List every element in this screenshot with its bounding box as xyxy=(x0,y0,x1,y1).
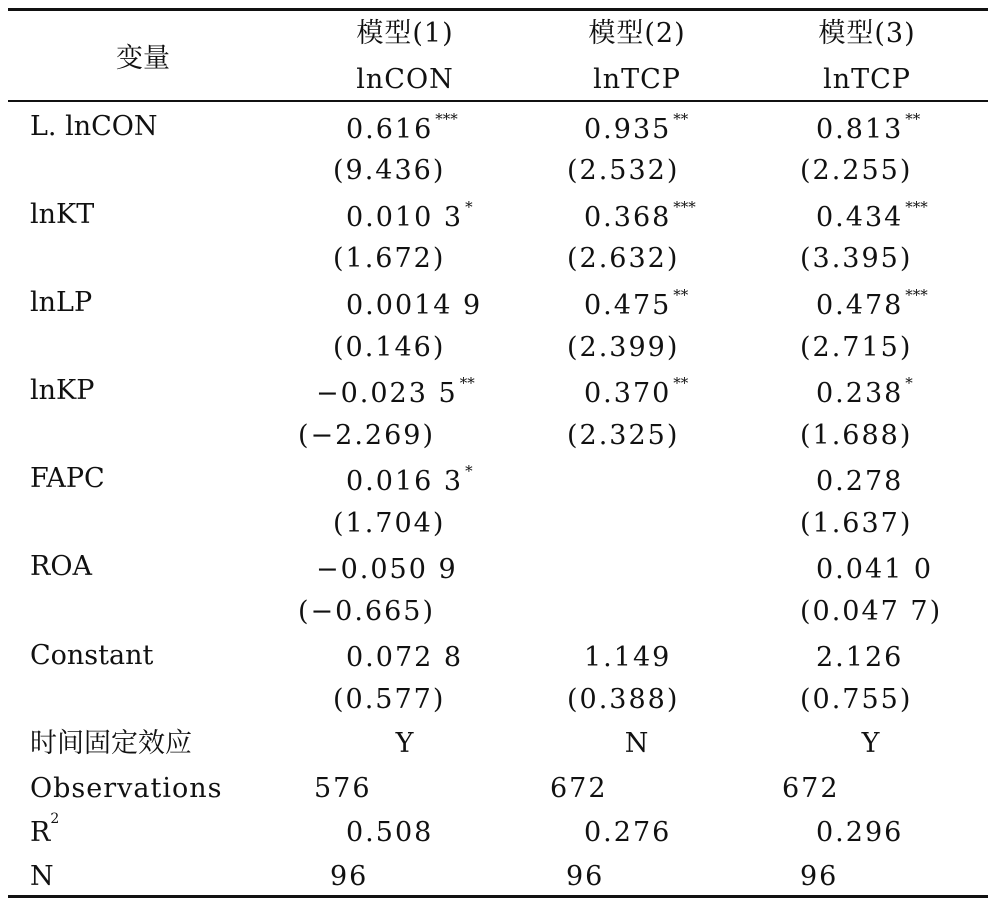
coef-value: 1.149 xyxy=(584,642,672,673)
r2-value: 0.508 xyxy=(346,817,434,848)
coef-cell xyxy=(816,374,913,409)
coef-cell xyxy=(346,462,473,497)
tstat-cell: (2.399) xyxy=(567,332,680,363)
tstat-cell: (2.255) xyxy=(800,155,913,186)
significance-stars: ** xyxy=(673,374,689,392)
coef-value: 2.126 xyxy=(816,642,904,673)
coef-value: −0.023 5 xyxy=(316,378,458,409)
tstat-cell: (3.395) xyxy=(800,243,913,274)
observations-label: Observations xyxy=(30,773,223,804)
coef-value: 0.016 3 xyxy=(346,466,464,497)
time-fe-value: Y xyxy=(395,728,415,759)
r2-label-base: R xyxy=(30,817,51,848)
time-fe-value: Y xyxy=(861,728,881,759)
tstat-cell: (0.577) xyxy=(333,684,446,715)
coef-value: 0.370 xyxy=(584,378,672,409)
coef-value: 0.278 xyxy=(816,466,904,497)
tstat-cell: (1.704) xyxy=(333,508,446,539)
tstat-cell: (0.047 7) xyxy=(800,596,943,627)
time-fe-label: 时间固定效应 xyxy=(30,728,192,759)
coef-cell xyxy=(346,644,463,671)
coef-cell xyxy=(316,556,458,583)
coef-value: 0.368 xyxy=(584,202,672,233)
coef-cell xyxy=(584,644,671,671)
coef-value: 0.616 xyxy=(346,114,434,145)
tstat-cell: (2.532) xyxy=(567,155,680,186)
tstat-cell: (9.436) xyxy=(333,155,446,186)
coef-cell xyxy=(584,286,689,321)
header-model-1-name: 模型(1) xyxy=(356,18,454,49)
coef-value: 0.072 8 xyxy=(346,642,464,673)
tstat-cell: (1.688) xyxy=(800,420,913,451)
tstat-cell: (−2.269) xyxy=(298,420,435,451)
tstat-cell: (1.672) xyxy=(333,243,446,274)
coef-cell xyxy=(584,198,696,233)
coef-value: 0.010 3 xyxy=(346,202,464,233)
header-model-3-depvar: lnTCP xyxy=(823,64,911,95)
coef-value: 0.935 xyxy=(584,114,672,145)
row-label: ROA xyxy=(30,551,92,582)
time-fe-value: N xyxy=(624,728,650,759)
coef-value: 0.041 0 xyxy=(816,554,934,585)
coef-cell xyxy=(584,110,689,145)
coef-cell xyxy=(816,644,903,671)
significance-stars: *** xyxy=(905,198,928,216)
r2-value: 0.276 xyxy=(584,817,672,848)
coef-cell xyxy=(816,286,928,321)
coef-value: 0.238 xyxy=(816,378,904,409)
significance-stars: *** xyxy=(673,198,696,216)
n-value: 96 xyxy=(330,861,369,892)
coef-cell xyxy=(816,198,928,233)
row-label: lnKT xyxy=(30,199,95,230)
coef-cell xyxy=(584,374,689,409)
n-value: 96 xyxy=(800,861,839,892)
table-top-rule xyxy=(8,8,988,11)
row-label: lnLP xyxy=(30,287,93,318)
tstat-cell: (2.632) xyxy=(567,243,680,274)
r2-label-exponent: 2 xyxy=(50,811,60,827)
coef-cell xyxy=(346,292,484,319)
significance-stars: ** xyxy=(905,110,921,128)
table-bottom-rule xyxy=(8,895,988,898)
coef-cell xyxy=(316,374,475,409)
significance-stars: *** xyxy=(435,110,458,128)
coef-cell xyxy=(816,556,933,583)
significance-stars: * xyxy=(465,462,473,480)
table-header-rule xyxy=(8,100,988,102)
row-label: lnKP xyxy=(30,375,95,406)
row-label: Constant xyxy=(30,640,154,671)
header-variable-label: 变量 xyxy=(116,43,170,74)
row-label: L. lnCON xyxy=(30,111,158,142)
significance-stars: ** xyxy=(673,286,689,304)
header-model-1-depvar: lnCON xyxy=(356,64,454,95)
coef-value: 0.434 xyxy=(816,202,904,233)
significance-stars: * xyxy=(905,374,913,392)
significance-stars: * xyxy=(465,198,473,216)
observations-value: 576 xyxy=(314,773,372,804)
header-model-3-name: 模型(3) xyxy=(818,18,916,49)
coef-value: 0.0014 9 xyxy=(346,290,483,321)
header-model-2-depvar: lnTCP xyxy=(593,64,681,95)
tstat-cell: (0.388) xyxy=(567,684,680,715)
r2-value: 0.296 xyxy=(816,817,904,848)
significance-stars: ** xyxy=(673,110,689,128)
n-value: 96 xyxy=(566,861,605,892)
coef-cell xyxy=(346,198,473,233)
r2-label xyxy=(30,811,60,848)
coef-value: 0.813 xyxy=(816,114,904,145)
row-label: FAPC xyxy=(30,463,105,494)
tstat-cell: (1.637) xyxy=(800,508,913,539)
tstat-cell: (2.325) xyxy=(567,420,680,451)
n-label: N xyxy=(30,861,54,892)
coef-value: 0.478 xyxy=(816,290,904,321)
tstat-cell: (0.146) xyxy=(333,332,446,363)
coef-cell xyxy=(816,110,921,145)
header-model-2-name: 模型(2) xyxy=(588,18,686,49)
coef-value: −0.050 9 xyxy=(316,554,458,585)
coef-value: 0.475 xyxy=(584,290,672,321)
observations-value: 672 xyxy=(782,773,840,804)
significance-stars: ** xyxy=(459,374,475,392)
tstat-cell: (0.755) xyxy=(800,684,913,715)
coef-cell xyxy=(816,468,905,495)
tstat-cell: (2.715) xyxy=(800,332,913,363)
tstat-cell: (−0.665) xyxy=(298,596,435,627)
coef-cell xyxy=(346,110,458,145)
observations-value: 672 xyxy=(550,773,608,804)
significance-stars: *** xyxy=(905,286,928,304)
